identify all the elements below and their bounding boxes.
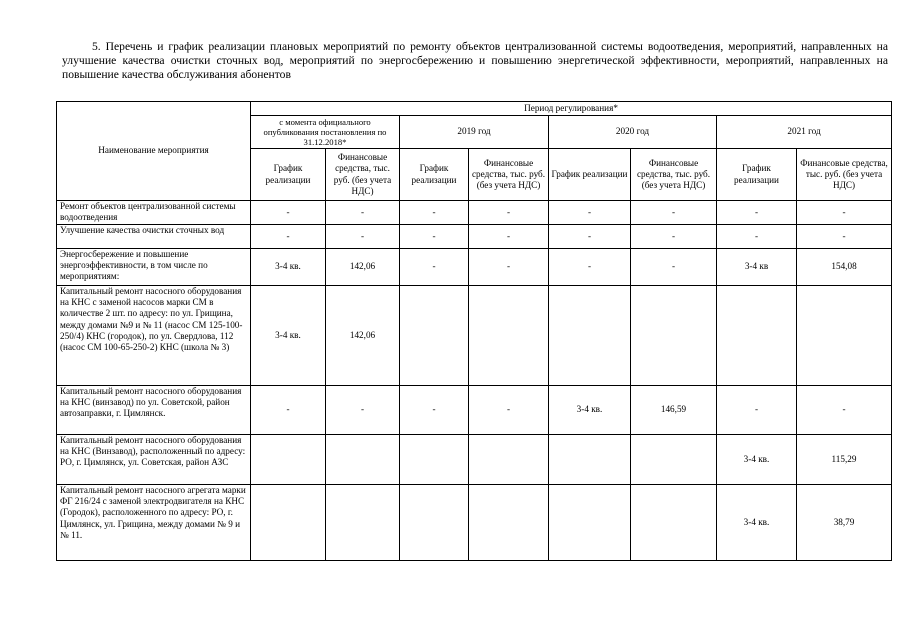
- table-row: [57, 286, 892, 386]
- table-row: [57, 485, 892, 561]
- period-header-initial: с момента официального опубликования постановления по 31.12.2018*: [251, 116, 400, 149]
- table-cell: -: [326, 225, 400, 249]
- schedule-header: График реализации: [549, 149, 631, 201]
- finance-header: Финансовые средства, тыс. руб. (без учета НДС): [631, 149, 717, 201]
- row-name: Капитальный ремонт насосного оборудования на КНС с заменой насосов марки СМ в количестве 2 шт. по адресу: по ул. Грищина, между домами №9 и № 11 (насос СМ 125-100-250/4) КНС (городок), по ул. Свердлова, 112 (насос СМ 100-65-250-2) КНС (школа № 3): [57, 286, 251, 386]
- table-cell: -: [549, 249, 631, 286]
- table-cell: -: [717, 225, 797, 249]
- table-cell: -: [549, 225, 631, 249]
- table-cell: -: [469, 225, 549, 249]
- table-cell: [469, 435, 549, 485]
- table-cell: [717, 286, 797, 386]
- schedule-header: График реализации: [400, 149, 469, 201]
- table-cell: [326, 435, 400, 485]
- table-cell: -: [717, 386, 797, 435]
- table-cell: -: [251, 386, 326, 435]
- table-row: [57, 201, 892, 225]
- table-cell: [549, 435, 631, 485]
- table-cell: -: [326, 201, 400, 225]
- table-cell: [549, 485, 631, 561]
- section-heading: [62, 40, 888, 83]
- table-cell: -: [326, 386, 400, 435]
- table-cell: -: [717, 201, 797, 225]
- table-row: [57, 249, 892, 286]
- table-cell: 3-4 кв.: [717, 435, 797, 485]
- table-cell: 38,79: [797, 485, 892, 561]
- table-cell: [631, 485, 717, 561]
- table-cell: [251, 485, 326, 561]
- table-cell: -: [797, 386, 892, 435]
- table-cell: -: [400, 249, 469, 286]
- schedule-header: График реализации: [717, 149, 797, 201]
- finance-header: Финансовые средства, тыс. руб. (без учета НДС): [797, 149, 892, 201]
- period-header-2019: 2019 год: [400, 116, 549, 149]
- table-cell: 3-4 кв.: [251, 249, 326, 286]
- finance-header: Финансовые средства, тыс. руб. (без учета НДС): [469, 149, 549, 201]
- table-header-row-1: [57, 102, 892, 116]
- plan-table: [56, 101, 892, 561]
- table-cell: [251, 435, 326, 485]
- table-cell: -: [631, 201, 717, 225]
- table-cell: [549, 286, 631, 386]
- table-cell: -: [797, 225, 892, 249]
- table-cell: [326, 485, 400, 561]
- row-name: Улучшение качества очистки сточных вод: [57, 225, 251, 249]
- row-name: Ремонт объектов централизованной системы водоотведения: [57, 201, 251, 225]
- section-heading-text: 5. Перечень и график реализации плановых мероприятий по ремонту объектов централизованной системы водоотведения, мероприятий, направленных на улучшение качества очистки сточных вод, мероприятий по энергосбережению и повышению энергетической эффективности, мероприятий, направленных на повышение качества обслуживания абонентов: [62, 40, 888, 82]
- table-cell: [469, 286, 549, 386]
- table-cell: 3-4 кв.: [717, 485, 797, 561]
- period-header: Период регулирования*: [251, 102, 892, 116]
- table-cell: [797, 286, 892, 386]
- table-cell: -: [400, 386, 469, 435]
- table-cell: 115,29: [797, 435, 892, 485]
- table-cell: 142,06: [326, 249, 400, 286]
- table-cell: 154,08: [797, 249, 892, 286]
- table-row: [57, 435, 892, 485]
- table-cell: 142,06: [326, 286, 400, 386]
- table-cell: -: [469, 201, 549, 225]
- table-row: [57, 225, 892, 249]
- table-cell: 3-4 кв.: [251, 286, 326, 386]
- table-cell: [631, 286, 717, 386]
- table-cell: 3-4 кв: [717, 249, 797, 286]
- table-cell: [400, 286, 469, 386]
- table-cell: 3-4 кв.: [549, 386, 631, 435]
- table-cell: -: [631, 225, 717, 249]
- schedule-header: График реализации: [251, 149, 326, 201]
- name-column-header: Наименование мероприятия: [57, 102, 251, 201]
- table-cell: -: [469, 386, 549, 435]
- row-name: Капитальный ремонт насосного оборудования на КНС (винзавод) по ул. Советской, район автозаправки, г. Цимлянск.: [57, 386, 251, 435]
- row-name: Энергосбережение и повышение энергоэффективности, в том числе по мероприятиям:: [57, 249, 251, 286]
- table-cell: [469, 485, 549, 561]
- row-name: Капитальный ремонт насосного агрегата марки ФГ 216/24 с заменой электродвигателя на КНС (Городок), расположенного по адресу: РО, г. Цимлянск, ул. Грищина, между домами № 9 и № 11.: [57, 485, 251, 561]
- row-name: Капитальный ремонт насосного оборудования на КНС (Винзавод), расположенный по адресу: РО, г. Цимлянск, ул. Советская, район АЗС: [57, 435, 251, 485]
- table-cell: -: [469, 249, 549, 286]
- table-cell: -: [251, 225, 326, 249]
- table-cell: -: [631, 249, 717, 286]
- period-header-2020: 2020 год: [549, 116, 717, 149]
- period-header-2021: 2021 год: [717, 116, 892, 149]
- table-row: [57, 386, 892, 435]
- table-cell: -: [549, 201, 631, 225]
- table-cell: -: [797, 201, 892, 225]
- table-cell: [400, 435, 469, 485]
- table-cell: 146,59: [631, 386, 717, 435]
- table-cell: -: [251, 201, 326, 225]
- table-cell: [400, 485, 469, 561]
- finance-header: Финансовые средства, тыс. руб. (без учета НДС): [326, 149, 400, 201]
- table-cell: -: [400, 201, 469, 225]
- table-cell: -: [400, 225, 469, 249]
- table-cell: [631, 435, 717, 485]
